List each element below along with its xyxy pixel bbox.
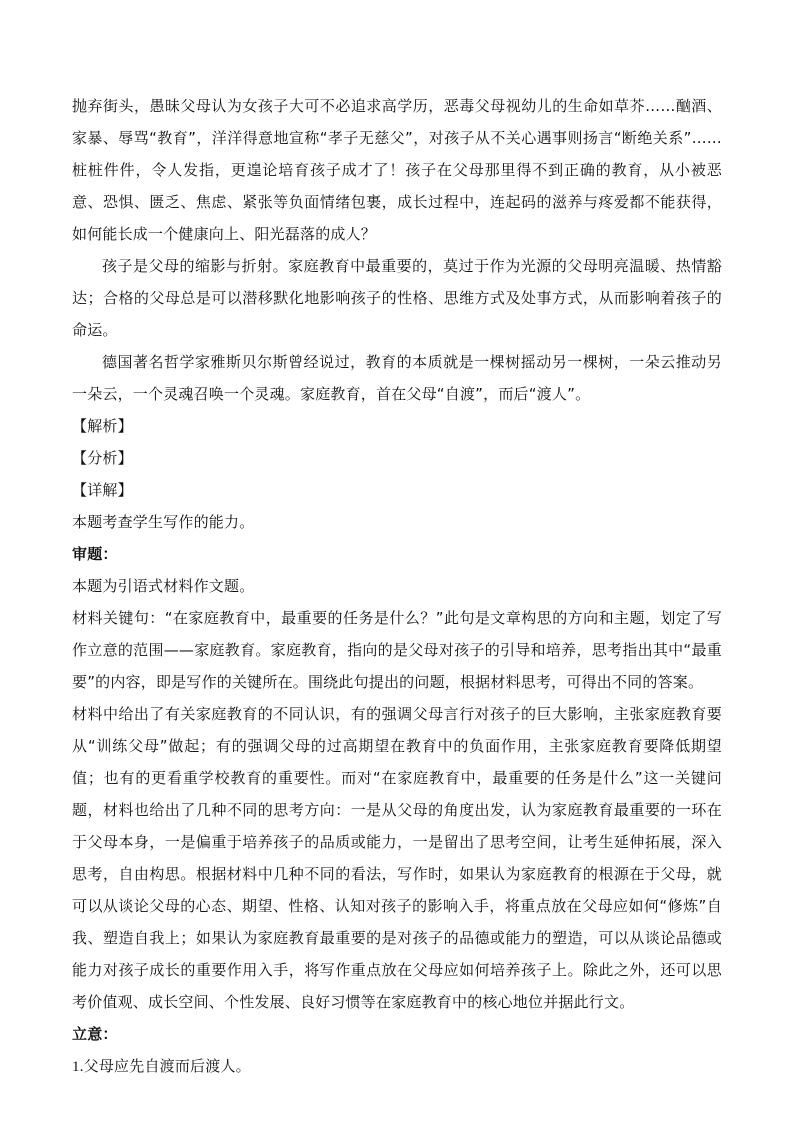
- heading-liyi: 立意：: [72, 1025, 118, 1043]
- paragraph-ability: 本题考查学生写作的能力。: [72, 513, 255, 531]
- list-item-text: 父母应先自渡而后渡人。: [83, 1057, 251, 1075]
- paragraph-material-analysis: 材料中给出了有关家庭教育的不同认识，有的强调父母言行对孩子的巨大影响，主张家庭教育要从“训练父母”做起；有的强调父母的过高期望在教育中的负面作用，主张家庭教育要降低期望值；也有的更看重学校教育的重要性。而对“在家庭教育中，最重要的任务是什么”这一关键问题，材料也给出了几种不同的思考方向：一是从父母的角度出发，认为家庭教育最重要的一环在于父母本身，一是偏重于培养孩子的品质或能力，一是留出了思考空间，让考生延伸拓展，深入思考，自由构思。根据材料中几种不同的看法，写作时，如果认为家庭教育的根源在于父母，就可以从谈论父母的心态、期望、性格、认知对孩子的影响入手，将重点放在父母应如何“修炼”自我、塑造自我上；如果认为家庭教育最重要的是对孩子的品德或能力的塑造，可以从谈论品德或能力对孩子成长的重要作用入手，将写作重点放在父母应如何培养孩子上。除此之外，还可以思考价值观、成长空间、个性发展、良好习惯等在家庭教育中的核心地位并据此行文。: [72, 705, 722, 1011]
- heading-fenxi: 【分析】: [72, 449, 133, 467]
- paragraph-jaspers-quote: 德国著名哲学家雅斯贝尔斯曾经说过，教育的本质就是一棵树摇动另一棵树，一朵云推动另一朵云，一个灵魂召唤一个灵魂。家庭教育，首在父母“自渡”，而后“渡人”。: [72, 353, 722, 403]
- paragraph-abandoned-children: 抛弃街头，愚昧父母认为女孩子大可不必追求高学历，恶毒父母视幼儿的生命如草芥……酗酒、家暴、辱骂“教育”，洋洋得意地宣称“孝子无慈父”，对孩子从不关心遇事则扬言“断绝关系”……桩桩件件，令人发指，更遑论培育孩子成才了！孩子在父母那里得不到正确的教育，从小被恶意、恐惧、匮乏、焦虑、紧张等负面情绪包裹，成长过程中，连起码的滋养与疼爱都不能获得，如何能长成一个健康向上、阳光磊落的成人？: [72, 97, 722, 243]
- list-item-thesis-1: [72, 1050, 722, 1083]
- paragraph-key-sentence: 材料关键句：“在家庭教育中，最重要的任务是什么？”此句是文章构思的方向和主题，划定了写作立意的范围——家庭教育。家庭教育，指向的是父母对孩子的引导和培养，思考指出其中“最重要”的内容，即是写作的关键所在。围绕此句提出的问题，根据材料思考，可得出不同的答案。: [72, 609, 722, 691]
- paragraph-question-type: 本题为引语式材料作文题。: [72, 577, 255, 595]
- heading-xiangjie: 【详解】: [72, 481, 133, 499]
- heading-jiexi: 【解析】: [72, 417, 133, 435]
- document-page: [72, 90, 722, 1083]
- heading-shenti: 审题：: [72, 545, 118, 563]
- list-number: 1.: [72, 1059, 84, 1075]
- paragraph-parents-reflection: 孩子是父母的缩影与折射。家庭教育中最重要的，莫过于作为光源的父母明亮温暖、热情豁达；合格的父母总是可以潜移默化地影响孩子的性格、思维方式及处事方式，从而影响着孩子的命运。: [72, 257, 722, 339]
